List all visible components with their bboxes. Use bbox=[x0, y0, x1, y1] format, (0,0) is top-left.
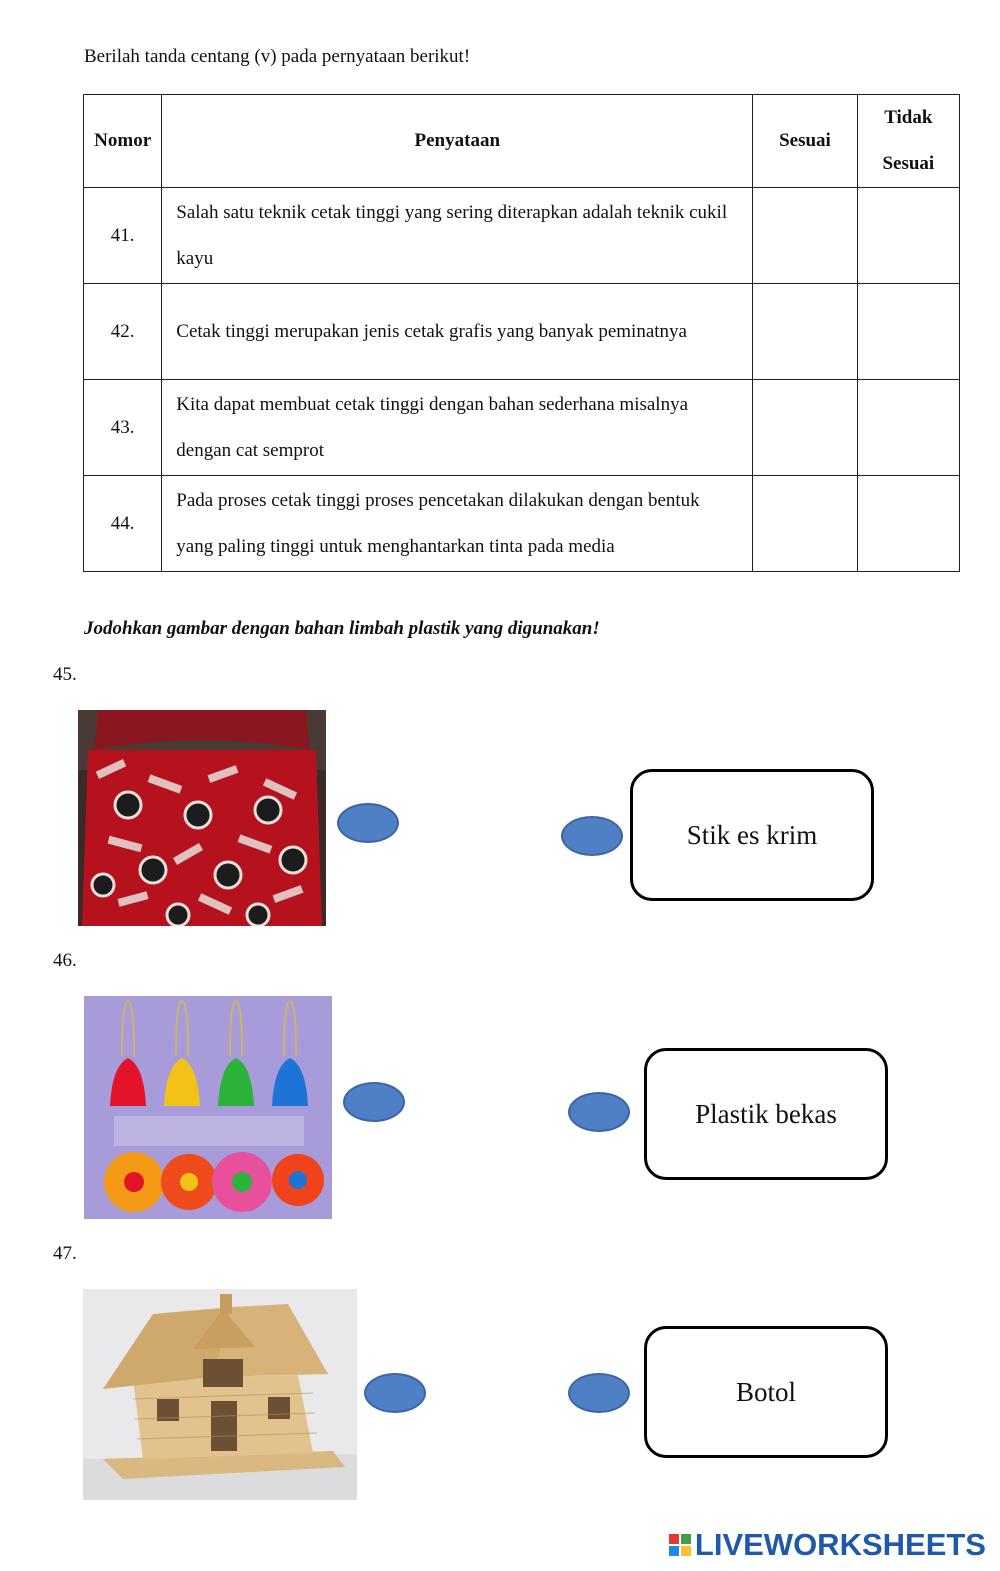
answer-box[interactable] bbox=[630, 769, 874, 901]
logo-grid-icon bbox=[669, 1534, 691, 1556]
answer-box[interactable] bbox=[644, 1326, 888, 1458]
header-nomor: Nomor bbox=[84, 95, 162, 188]
header-sesuai: Sesuai bbox=[753, 95, 857, 188]
sesuai-cell[interactable] bbox=[753, 284, 857, 380]
item-number: 46. bbox=[53, 950, 77, 971]
match-dot-left[interactable] bbox=[343, 1082, 405, 1122]
item-number: 47. bbox=[53, 1243, 77, 1264]
sesuai-cell[interactable] bbox=[753, 476, 857, 572]
match-dot-right[interactable] bbox=[568, 1092, 630, 1132]
header-pernyataan: Penyataan bbox=[162, 95, 753, 188]
matching-title: Jodohkan gambar dengan bahan limbah plastik yang digunakan! bbox=[84, 618, 600, 639]
statement-table bbox=[83, 94, 960, 572]
row-statement: Kita dapat membuat cetak tinggi dengan bahan sederhana misalnya dengan cat semprot bbox=[162, 380, 753, 476]
answer-box[interactable] bbox=[644, 1048, 888, 1180]
sesuai-cell[interactable] bbox=[753, 188, 857, 284]
table-header-row bbox=[84, 95, 960, 188]
logo-text: LIVEWORKSHEETS bbox=[694, 1527, 986, 1562]
header-tidak-line2: Sesuai bbox=[882, 153, 935, 174]
answer-label: Botol bbox=[735, 1376, 796, 1407]
match-dot-right[interactable] bbox=[561, 816, 623, 856]
tidak-sesuai-cell[interactable] bbox=[857, 284, 959, 380]
tidak-sesuai-cell[interactable] bbox=[857, 476, 959, 572]
liveworksheets-logo bbox=[669, 1527, 986, 1563]
header-tidak-sesuai bbox=[857, 95, 959, 188]
sesuai-cell[interactable] bbox=[753, 380, 857, 476]
row-number: 41. bbox=[84, 188, 162, 284]
table-row bbox=[84, 188, 960, 284]
tidak-sesuai-cell[interactable] bbox=[857, 380, 959, 476]
woven-plastic-bag-image bbox=[78, 710, 326, 926]
row-statement: Pada proses cetak tinggi proses pencetakan dilakukan dengan bentuk yang paling tinggi untuk menghantarkan tinta pada media bbox=[162, 476, 753, 572]
table-row bbox=[84, 380, 960, 476]
row-number: 44. bbox=[84, 476, 162, 572]
row-number: 42. bbox=[84, 284, 162, 380]
popsicle-stick-house-image bbox=[83, 1289, 357, 1500]
bottle-flower-craft-image bbox=[84, 996, 332, 1219]
answer-label: Plastik bekas bbox=[695, 1098, 837, 1129]
tidak-sesuai-cell[interactable] bbox=[857, 188, 959, 284]
row-statement: Salah satu teknik cetak tinggi yang sering diterapkan adalah teknik cukil kayu bbox=[162, 188, 753, 284]
match-dot-left[interactable] bbox=[337, 803, 399, 843]
row-number: 43. bbox=[84, 380, 162, 476]
match-dot-left[interactable] bbox=[364, 1373, 426, 1413]
match-dot-right[interactable] bbox=[568, 1373, 630, 1413]
row-statement: Cetak tinggi merupakan jenis cetak grafis yang banyak peminatnya bbox=[162, 284, 753, 380]
item-number: 45. bbox=[53, 664, 77, 685]
instruction-text: Berilah tanda centang (v) pada pernyataan berikut! bbox=[84, 46, 471, 67]
table-row bbox=[84, 476, 960, 572]
header-tidak-line1: Tidak bbox=[884, 107, 933, 128]
answer-label: Stik es krim bbox=[686, 819, 818, 850]
table-row bbox=[84, 284, 960, 380]
